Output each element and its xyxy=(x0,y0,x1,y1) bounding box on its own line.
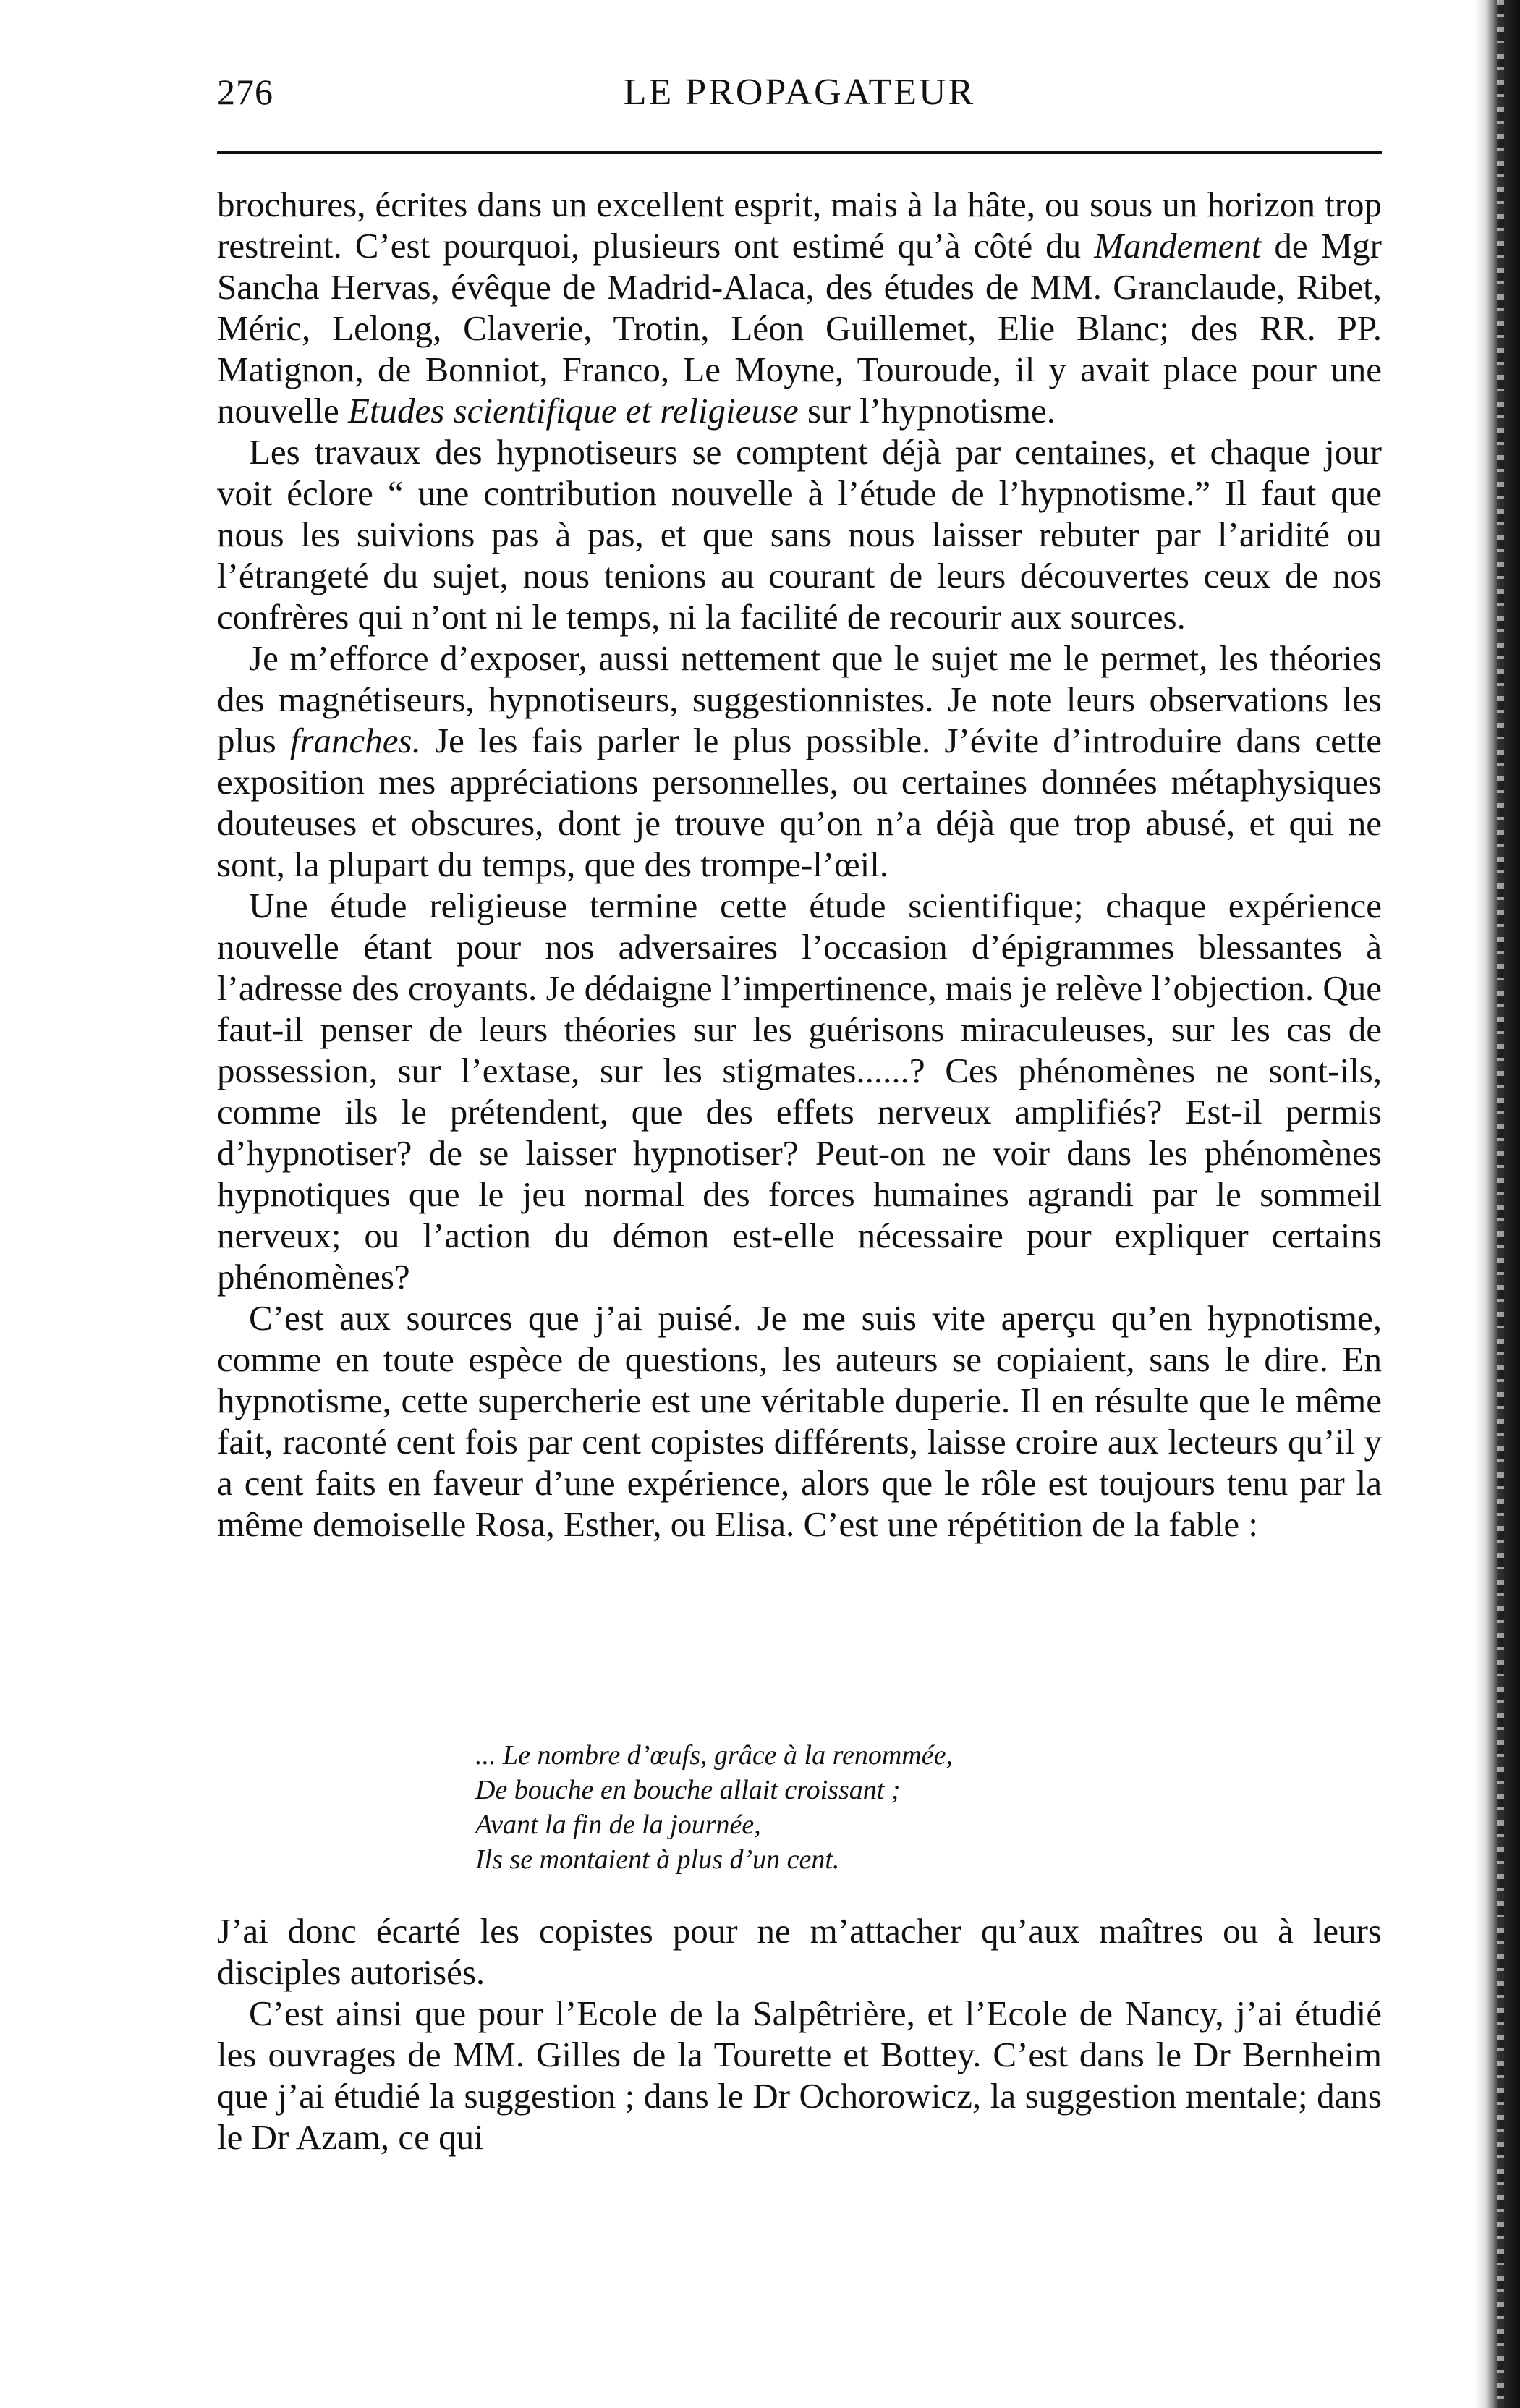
paragraph xyxy=(217,885,1382,1297)
page-number: 276 xyxy=(217,72,273,112)
paragraph xyxy=(217,637,1382,885)
paragraph xyxy=(217,431,1382,637)
italic-text: Mandement xyxy=(1094,226,1262,266)
poem-line: ... Le nombre d’œufs, grâce à la renommée, xyxy=(475,1740,953,1771)
paragraph-text: de Mgr Sancha Hervas, évêque de Madrid-Alaca, des études de MM. Granclaude, Ribet, Méric, Lelong, Claverie, Trotin, Léon Guillemet, Elie Blanc; des RR. PP. Matignon, de Bonniot, Franco, Le Moyne, Touroude, il y avait place pour une nouvelle xyxy=(217,226,1382,431)
paragraph-text: C’est ainsi que pour l’Ecole de la Salpêtrière, et l’Ecole de Nancy, j’ai étudié les ouvrages de MM. Gilles de la Tourette et Bottey. C’est dans le Dr Bernheim que j’ai étudié la suggestion ; dans le Dr Ochorowicz, la suggestion mentale; dans le Dr Azam, ce qui xyxy=(217,1993,1382,2157)
poem-line: Avant la fin de la journée, xyxy=(475,1810,761,1840)
paragraph-text: Je m’efforce d’exposer, aussi nettement que le sujet me le permet, les théories des magnétiseurs, hypnotiseurs, suggestionnistes. Je note leurs observations les plus xyxy=(217,638,1382,760)
page-header xyxy=(217,71,1382,123)
paragraph-text: brochures, écrites dans un excellent esprit, mais à la hâte, ou sous un horizon trop restreint. C’est pourquoi, plusieurs ont estimé qu’à côté du xyxy=(217,185,1382,266)
poem-line: Ils se montaient à plus d’un cent. xyxy=(475,1844,840,1875)
body-text-continued xyxy=(217,1910,1382,2158)
poem-line: De bouche en bouche allait croissant ; xyxy=(475,1775,901,1805)
paragraph-text: sur l’hypnotisme. xyxy=(798,391,1056,431)
italic-text: franches. xyxy=(289,721,421,760)
paragraph xyxy=(217,1993,1382,2158)
paragraph-text: J’ai donc écarté les copistes pour ne m’attacher qu’aux maîtres ou à leurs disciples autorisés. xyxy=(217,1911,1382,1992)
paragraph-text: Les travaux des hypnotiseurs se comptent déjà par centaines, et chaque jour voit éclore “ une contribution nouvelle à l’étude de l’hypnotisme.” Il faut que nous les suivions pas à pas, et que sans nous laisser rebuter par l’aridité ou l’étrangeté du sujet, nous tenions au courant de leurs découvertes ceux de nos confrères qui n’ont ni le temps, ni la facilité de recourir aux sources. xyxy=(217,432,1382,637)
paragraph-text: C’est aux sources que j’ai puisé. Je me suis vite aperçu qu’en hypnotisme, comme en toute espèce de questions, les auteurs se copiaient, sans le dire. En hypnotisme, cette supercherie est une véritable duperie. Il en résulte que le même fait, raconté cent fois par cent copistes différents, laisse croire aux lecteurs qu’il y a cent faits en faveur d’une expérience, alors que le rôle est toujours tenu par la même demoiselle Rosa, Esther, ou Elisa. C’est une répétition de la fable : xyxy=(217,1298,1382,1544)
paragraph-text: Je les fais parler le plus possible. J’évite d’introduire dans cette exposition mes appréciations personnelles, ou certaines données métaphysiques douteuses et obscures, dont je trouve qu’on n’a déjà que trop abusé, et qui ne sont, la plupart du temps, que des trompe-l’œil. xyxy=(217,721,1382,884)
header-rule xyxy=(217,150,1382,154)
paragraph-text: Une étude religieuse termine cette étude scientifique; chaque expérience nouvelle étant pour nos adversaires l’occasion d’épigrammes blessantes à l’adresse des croyants. Je dédaigne l’impertinence, mais je relève l’objection. Que faut-il penser de leurs théories sur les guérisons miraculeuses, sur les cas de possession, sur l’extase, sur les stigmates......? Ces phénomènes ne sont-ils, comme ils le prétendent, que des effets nerveux amplifiés? Est-il permis d’hypnotiser? de se laisser hypnotiser? Peut-on ne voir dans les phénomènes hypnotiques que le jeu normal des forces humaines agrandi par le sommeil nerveux; ou l’action du démon est-elle nécessaire pour expliquer certains phénomènes? xyxy=(217,886,1382,1297)
running-title: LE PROPAGATEUR xyxy=(623,72,976,113)
paragraph xyxy=(217,184,1382,431)
italic-text: Etudes scientifique et religieuse xyxy=(347,391,799,431)
paragraph xyxy=(217,1297,1382,1545)
page-edge-texture xyxy=(1497,0,1504,2408)
paragraph xyxy=(217,1910,1382,1993)
body-text xyxy=(217,184,1382,1545)
fable-quotation xyxy=(475,1738,1199,1877)
